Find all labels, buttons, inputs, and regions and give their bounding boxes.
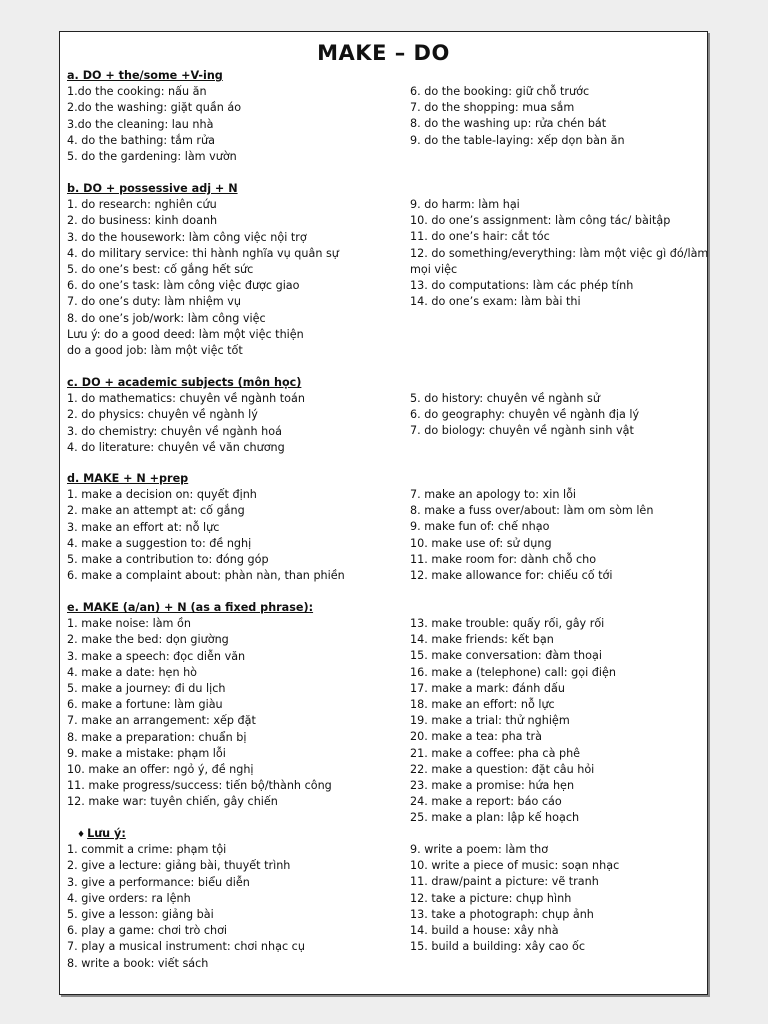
list-item: 6. play a game: chơi trò chơi xyxy=(67,924,228,938)
list-item: 3. do chemistry: chuyên về ngành hoá xyxy=(67,424,282,438)
list-item: 6. do geography: chuyên về ngành địa lý xyxy=(410,408,640,422)
section-c-left xyxy=(67,375,305,456)
section-a-heading: a. DO + the/some +V-ing xyxy=(67,69,223,82)
list-item: 5. give a lesson: giảng bài xyxy=(67,907,214,921)
list-item: 9. do harm: làm hại xyxy=(410,198,520,211)
list-item: 12. take a picture: chụp hình xyxy=(410,891,572,905)
list-item: 5. make a journey: đi du lịch xyxy=(67,681,226,695)
list-item: 2. do physics: chuyên về ngành lý xyxy=(67,408,258,422)
note-left xyxy=(67,826,305,972)
list-item: 9. do the table-laying: xếp dọn bàn ăn xyxy=(410,133,625,147)
list-item: 4. make a suggestion to: đề nghị xyxy=(67,536,252,550)
list-item: 9. write a poem: làm thơ xyxy=(410,843,549,856)
list-item: 1. make noise: làm ồn xyxy=(67,617,191,631)
list-item: 7. do the shopping: mua sắm xyxy=(410,101,575,115)
list-item: 1. commit a crime: phạm tội xyxy=(67,843,227,857)
note-right xyxy=(410,842,619,955)
list-item: 10. make use of: sử dụng xyxy=(410,536,552,550)
list-item: 14. make friends: kết bạn xyxy=(410,633,554,647)
list-item: 25. make a plan: lập kế hoạch xyxy=(410,811,580,825)
list-item: 7. make an arrangement: xếp đặt xyxy=(67,714,256,728)
list-item: do a good job: làm một việc tốt xyxy=(67,343,243,357)
section-c-heading: c. DO + academic subjects (môn học) xyxy=(67,376,302,389)
list-item: 20. make a tea: pha trà xyxy=(410,730,542,744)
list-item: 11. draw/paint a picture: vẽ tranh xyxy=(410,875,599,889)
section-b-left xyxy=(67,181,339,359)
list-item: 15. make conversation: đàm thoại xyxy=(410,649,602,663)
list-item: 14. do one’s exam: làm bài thi xyxy=(410,295,581,309)
list-item: 10. do one’s assignment: làm công tác/ bàitập xyxy=(410,214,671,228)
list-item: 3. make a speech: đọc diễn văn xyxy=(67,649,246,663)
section-c-right xyxy=(410,391,639,440)
list-item: 8. do one’s job/work: làm công việc xyxy=(67,311,266,325)
diamond-bullet-icon: ♦ xyxy=(77,830,86,840)
list-item: 24. make a report: báo cáo xyxy=(410,795,562,809)
page-title: MAKE – DO xyxy=(317,41,450,65)
list-item: 22. make a question: đặt câu hỏi xyxy=(410,762,595,776)
section-a-left xyxy=(67,68,241,165)
document-page xyxy=(59,31,708,995)
list-item: 9. make fun of: chế nhạo xyxy=(410,520,550,534)
list-item: 7. make an apology to: xin lỗi xyxy=(410,488,577,501)
list-item: 6. make a complaint about: phàn nàn, than phiền xyxy=(67,569,345,583)
list-item: 1. do research: nghiên cứu xyxy=(67,198,217,212)
note-heading xyxy=(67,826,305,842)
list-item: 9. make a mistake: phạm lỗi xyxy=(67,746,226,760)
list-item: 5. do history: chuyên về ngành sử xyxy=(410,392,600,405)
list-item: 18. make an effort: nỗ lực xyxy=(410,697,555,711)
section-e-left xyxy=(67,600,332,810)
section-b-heading: b. DO + possessive adj + N xyxy=(67,182,238,195)
list-item: 17. make a mark: đánh dấu xyxy=(410,681,565,695)
list-item: 2. give a lecture: giảng bài, thuyết trình xyxy=(67,859,291,873)
section-b-right xyxy=(410,197,708,310)
list-item: 2. make the bed: dọn giường xyxy=(67,633,229,647)
list-item: 4. do literature: chuyên về văn chương xyxy=(67,440,285,454)
list-item: 2. make an attempt at: cố gắng xyxy=(67,504,245,518)
list-item: 15. build a building: xây cao ốc xyxy=(410,940,586,954)
list-item: 6. do one’s task: làm công việc được giao xyxy=(67,279,300,293)
list-item: 11. make progress/success: tiến bộ/thành công xyxy=(67,779,332,793)
list-item: 6. make a fortune: làm giàu xyxy=(67,698,223,712)
list-item: 8. make a preparation: chuẩn bị xyxy=(67,730,247,744)
list-item: 11. do one’s hair: cắt tóc xyxy=(410,230,550,244)
list-item: 19. make a trial: thử nghiệm xyxy=(410,714,570,728)
list-item: 4. do the bathing: tắm rửa xyxy=(67,133,215,147)
list-item: 16. make a (telephone) call: gọi điện xyxy=(410,665,616,679)
list-item: 13. do computations: làm các phép tính xyxy=(410,278,634,292)
list-item: 3. make an effort at: nỗ lực xyxy=(67,520,220,534)
list-item: 12. do something/everything: làm một việc gì đó/làm xyxy=(410,246,709,260)
section-e-right xyxy=(410,616,616,826)
list-item: Lưu ý: do a good deed: làm một việc thiện xyxy=(67,327,304,341)
list-item: 4. give orders: ra lệnh xyxy=(67,891,191,905)
list-item: 13. take a photograph: chụp ảnh xyxy=(410,907,594,921)
section-a-right xyxy=(410,84,625,149)
list-item: 4. do military service: thi hành nghĩa vụ quân sự xyxy=(67,246,339,260)
list-item: 1. make a decision on: quyết định xyxy=(67,488,257,502)
list-item: 7. do biology: chuyên về ngành sinh vật xyxy=(410,424,634,438)
list-item: 13. make trouble: quấy rối, gây rối xyxy=(410,617,605,630)
section-d-heading: d. MAKE + N +prep xyxy=(67,472,189,485)
list-item: 8. make a fuss over/about: làm om sòm lên xyxy=(410,504,654,518)
list-item: 8. write a book: viết sách xyxy=(67,956,209,970)
list-item: 3. give a performance: biểu diễn xyxy=(67,875,250,889)
list-item: 7. do one’s duty: làm nhiệm vụ xyxy=(67,295,241,309)
list-item: 21. make a coffee: pha cà phê xyxy=(410,746,581,760)
list-item: 4. make a date: hẹn hò xyxy=(67,665,198,679)
list-item: 23. make a promise: hứa hẹn xyxy=(410,778,575,792)
list-item: 12. make allowance for: chiếu cố tới xyxy=(410,568,613,582)
list-item: 3. do the housework: làm công việc nội trợ xyxy=(67,230,307,244)
list-item: mọi việc xyxy=(410,262,458,276)
section-d-left xyxy=(67,471,345,584)
list-item: 5. make a contribution to: đóng góp xyxy=(67,552,269,566)
list-item: 10. make an offer: ngỏ ý, đề nghị xyxy=(67,762,254,776)
section-d-right xyxy=(410,487,653,584)
list-item: 12. make war: tuyên chiến, gây chiến xyxy=(67,795,278,809)
list-item: 1.do the cooking: nấu ăn xyxy=(67,85,207,99)
list-item: 5. do the gardening: làm vườn xyxy=(67,149,237,163)
section-e-heading: e. MAKE (a/an) + N (as a fixed phrase): xyxy=(67,601,314,614)
note-heading-label: Lưu ý: xyxy=(87,827,126,840)
list-item: 8. do the washing up: rửa chén bát xyxy=(410,117,607,131)
list-item: 1. do mathematics: chuyên về ngành toán xyxy=(67,392,305,406)
list-item: 6. do the booking: giữ chỗ trước xyxy=(410,85,590,98)
list-item: 2.do the washing: giặt quần áo xyxy=(67,101,242,115)
list-item: 3.do the cleaning: lau nhà xyxy=(67,117,214,131)
list-item: 7. play a musical instrument: chơi nhạc cụ xyxy=(67,940,305,954)
list-item: 11. make room for: dành chỗ cho xyxy=(410,552,597,566)
list-item: 14. build a house: xây nhà xyxy=(410,923,559,937)
list-item: 2. do business: kinh doanh xyxy=(67,214,218,228)
list-item: 10. write a piece of music: soạn nhạc xyxy=(410,859,620,873)
list-item: 5. do one’s best: cố gắng hết sức xyxy=(67,262,254,276)
